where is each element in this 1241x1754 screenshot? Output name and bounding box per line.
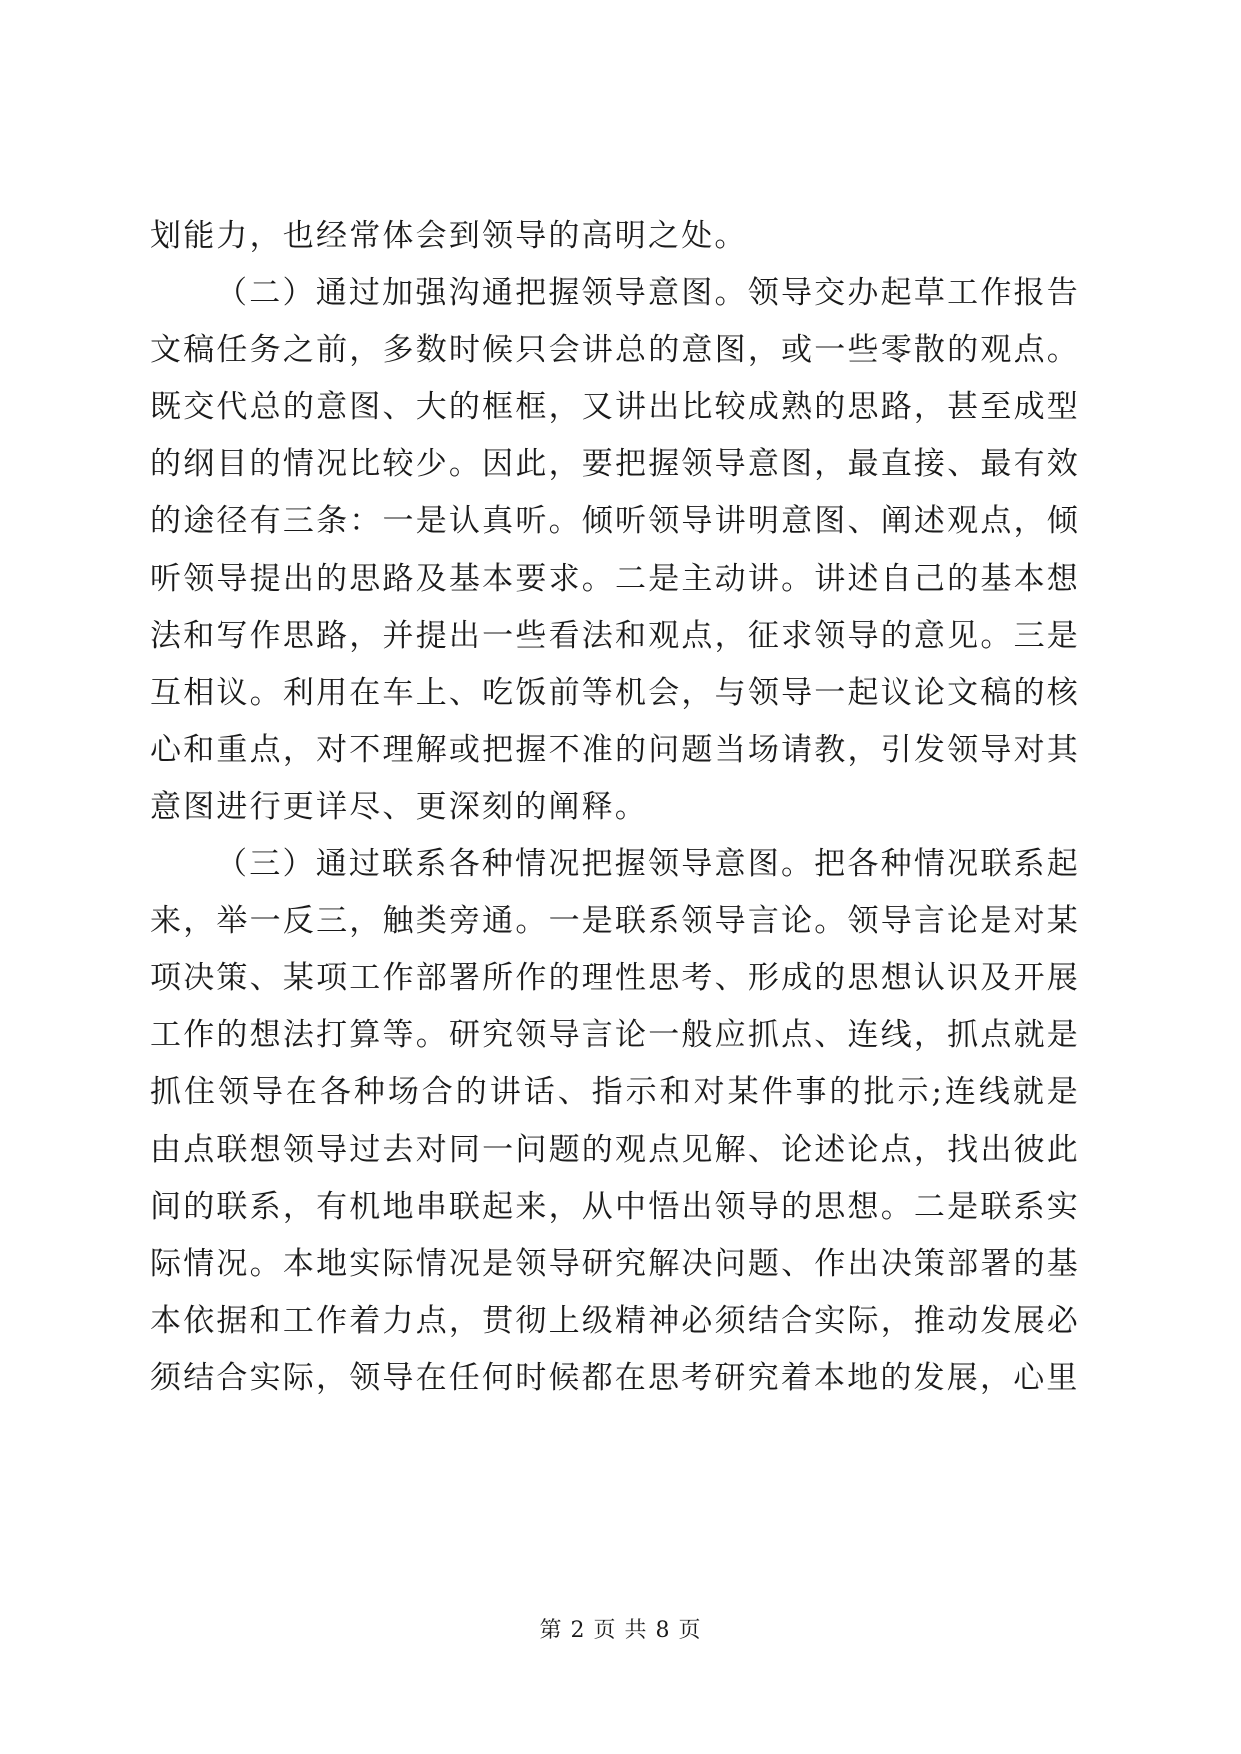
paragraph-section-two: （二）通过加强沟通把握领导意图。领导交办起草工作报告文稿任务之前，多数时候只会讲总的意图，或一些零散的观点。既交代总的意图、大的框框，又讲出比较成熟的思路，甚至成型的纲目的情况比较少。因此，要把握领导意图，最直接、最有效的途径有三条：一是认真听。倾听领导讲明意图、阐述观点，倾听领导提出的思路及基本要求。二是主动讲。讲述自己的基本想法和写作思路，并提出一些看法和观点，征求领导的意见。三是互相议。利用在车上、吃饭前等机会，与领导一起议论文稿的核心和重点，对不理解或把握不准的问题当场请教，引发领导对其意图进行更详尽、更深刻的阐释。 [150, 275, 1080, 825]
page-number-footer: 第 2 页 共 8 页 [539, 1618, 702, 1643]
paragraph-continuation: 划能力，也经常体会到领导的高明之处。 [150, 218, 748, 254]
paragraph-section-three: （三）通过联系各种情况把握领导意图。把各种情况联系起来，举一反三，触类旁通。一是联系领导言论。领导言论是对某项决策、某项工作部署所作的理性思考、形成的思想认识及开展工作的想法打算等。研究领导言论一般应抓点、连线，抓点就是抓住领导在各种场合的讲话、指示和对某件事的批示;连线就是由点联想领导过去对同一问题的观点见解、论述论点，找出彼此间的联系，有机地串联起来，从中悟出领导的思想。二是联系实际情况。本地实际情况是领导研究解决问题、作出决策部署的基本依据和工作着力点，贯彻上级精神必须结合实际，推动发展必须结合实际，领导在任何时候都在思考研究着本地的发展，心里 [150, 846, 1080, 1396]
document-body [150, 208, 1080, 1407]
